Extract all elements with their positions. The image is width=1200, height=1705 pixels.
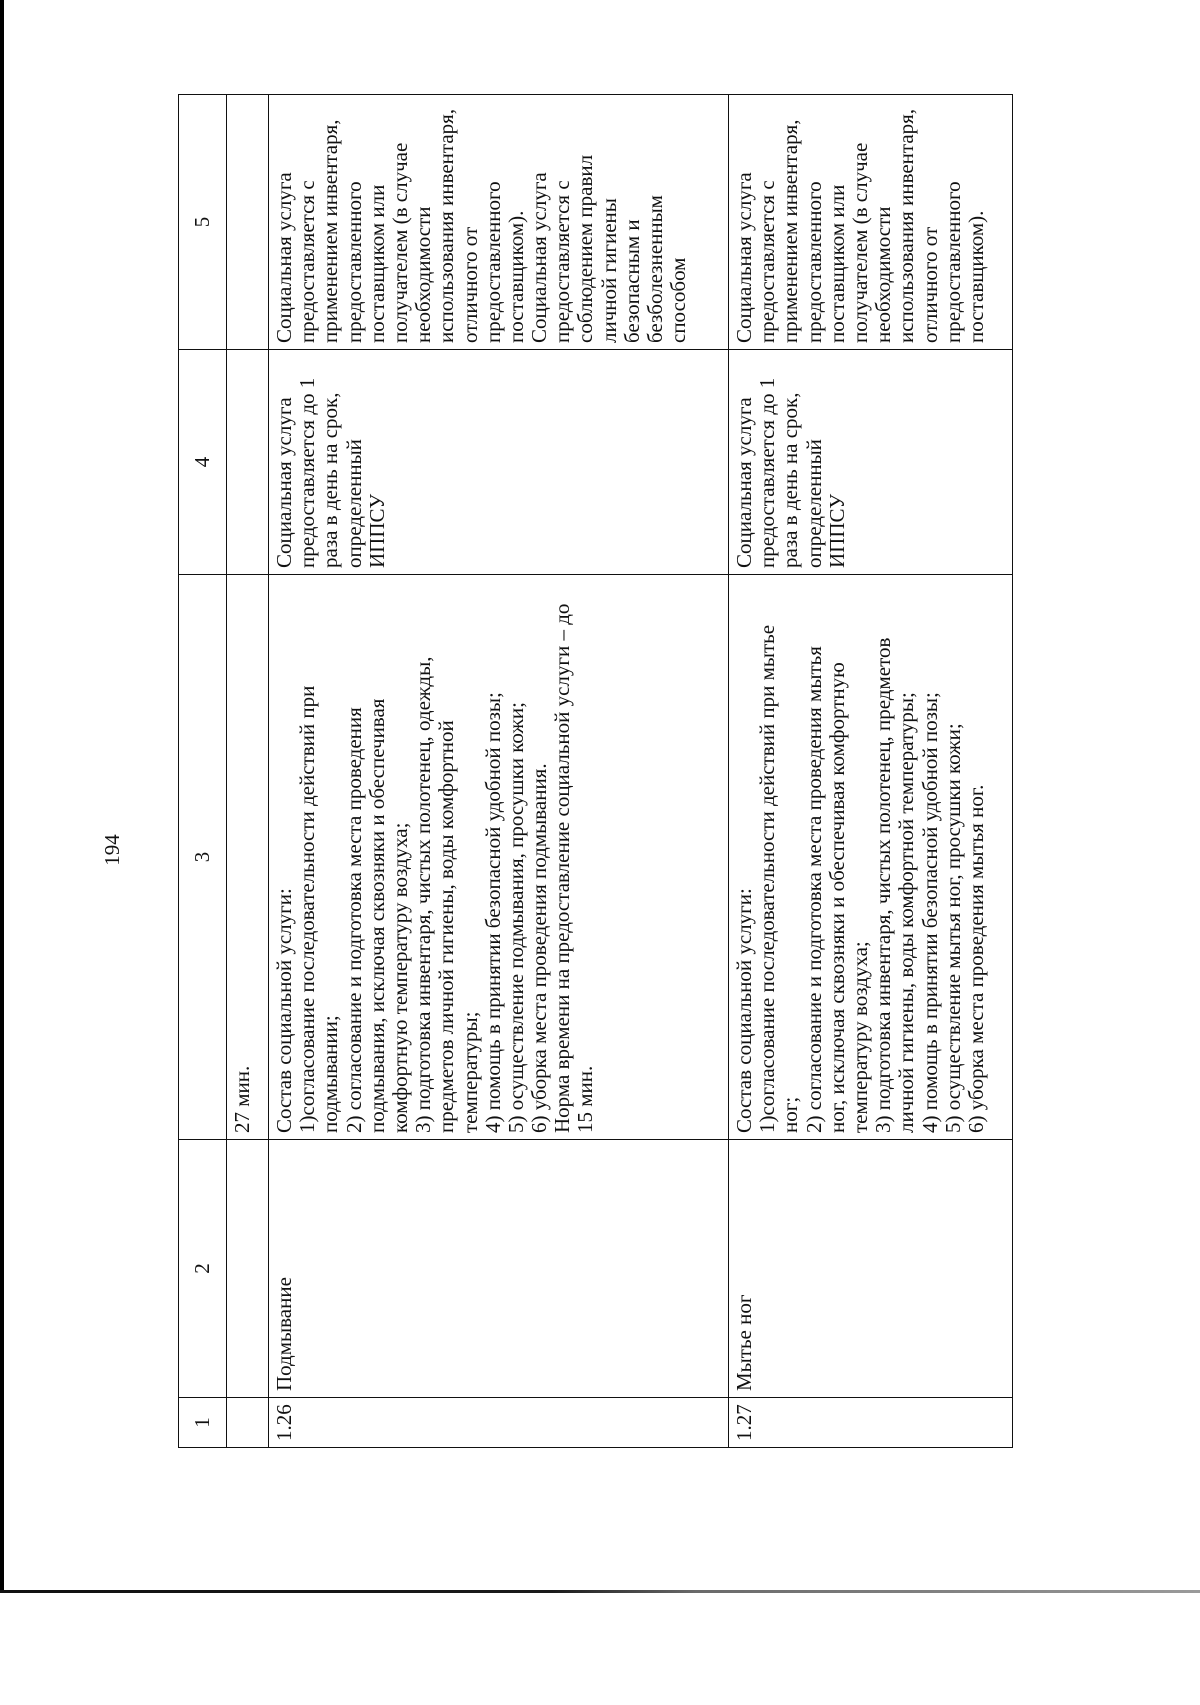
conditions-line: использования инвентаря, [434, 108, 459, 343]
conditions-line: поставщиком). [503, 210, 528, 343]
description-line: 4) помощь в принятии безопасной удобной позы; [917, 692, 942, 1133]
periodicity-line: определенный [341, 439, 366, 568]
periodicity-line: ИППСУ [824, 493, 849, 568]
page-number: 194 [100, 834, 124, 866]
column-number: 5 [189, 216, 214, 228]
periodicity-line: определенный [801, 439, 826, 568]
periodicity-line: предоставляется до 1 [755, 377, 780, 568]
row-number-cell [269, 1397, 729, 1447]
conditions-line: соблюдением правил [573, 154, 598, 343]
description-line: 3) подготовка инвентаря, чистых полотенец, одежды, [411, 656, 436, 1133]
description-line: 5) осуществление подмывания, просушки кожи; [503, 702, 528, 1133]
description-line: 1)согласование последовательности действий при мытье [755, 624, 780, 1133]
description-line: Состав социальной услуги: [272, 888, 296, 1133]
periodicity-line: ИППСУ [364, 493, 389, 568]
periodicity-line: Социальная услуга [732, 397, 756, 568]
description-line: подмывания, исключая сквозняки и обеспечивая [364, 698, 389, 1133]
service-description-cell [269, 574, 729, 1139]
conditions-line: применением инвентаря, [318, 119, 343, 343]
periodicity-line: предоставляется до 1 [295, 377, 320, 568]
conditions-line: получателем (в случае [387, 142, 412, 343]
description-line: 1)согласование последовательности действий при [295, 685, 320, 1133]
description-line: температуры; [457, 1011, 482, 1133]
service-name: Мытье ног [732, 1294, 756, 1391]
conditions-line: необходимости [411, 206, 436, 343]
conditions-line: способом [666, 257, 691, 343]
conditions-line: Социальная услуга [732, 172, 756, 343]
conditions-line: отличного от [457, 226, 482, 343]
row-number: 1.27 [732, 1404, 756, 1441]
conditions-line: поставщиком или [824, 184, 849, 343]
periodicity-line: раза в день на срок, [778, 392, 803, 568]
description-line: предметов личной гигиены, воды комфортной [434, 720, 459, 1133]
column-number: 1 [189, 1417, 214, 1428]
description-line: 2) согласование и подготовка места проведения [341, 707, 366, 1133]
table-header-cell [179, 1397, 227, 1447]
periodicity-line: Социальная услуга [272, 397, 296, 568]
conditions-line: предоставляется с [755, 180, 780, 343]
conditions-line: применением инвентаря, [778, 119, 803, 343]
description-line: 5) осуществление мытья ног, просушки кожи; [940, 723, 965, 1133]
empty-cell [227, 94, 269, 349]
service-description-cell [729, 574, 1013, 1139]
empty-cell [227, 1397, 269, 1447]
conditions-line: предоставленного [940, 181, 965, 343]
conditions-line: поставщиком). [963, 210, 988, 343]
column-number: 2 [189, 1263, 214, 1274]
empty-cell [227, 349, 269, 574]
conditions-line: безопасным и [619, 219, 644, 343]
description-line: 2) согласование и подготовка места проведения мытья [801, 646, 826, 1133]
conditions-line: личной гигиены [596, 198, 621, 343]
service-periodicity-cell [269, 349, 729, 574]
description-line: личной гигиены, воды комфортной температуры; [894, 692, 919, 1133]
description-line: 3) подготовка инвентаря, чистых полотенец, предметов [871, 637, 896, 1133]
conditions-line: предоставленного [801, 181, 826, 343]
conditions-line: предоставляется с [550, 180, 575, 343]
conditions-line: предоставленного [480, 181, 505, 343]
table-header-cell [179, 574, 227, 1139]
conditions-line: Социальная услуга [527, 172, 552, 343]
conditions-line: необходимости [871, 206, 896, 343]
description-line: Состав социальной услуги: [732, 888, 756, 1133]
empty-cell [227, 1139, 269, 1397]
table-header-cell [179, 349, 227, 574]
service-name-cell [729, 1139, 1013, 1397]
description-line: 15 мин. [573, 1065, 598, 1133]
description-line: 6) уборка места проведения подмывания. [527, 763, 552, 1133]
service-table [178, 94, 1013, 1448]
service-conditions-cell [729, 94, 1013, 349]
column-number: 4 [189, 456, 214, 468]
conditions-line: предоставляется с [295, 180, 320, 343]
conditions-line: безболезненным [643, 195, 667, 343]
conditions-line: поставщиком или [364, 184, 389, 343]
service-periodicity-cell [729, 349, 1013, 574]
description-line: подмывании; [318, 1015, 343, 1133]
table-header-cell [179, 94, 227, 349]
continuation-text: 27 мин. [230, 1065, 254, 1133]
description-line: 6) уборка места проведения мытья ног. [963, 784, 988, 1133]
description-line: температуру воздуха; [847, 941, 872, 1133]
description-line: 4) помощь в принятии безопасной удобной позы; [480, 692, 505, 1133]
description-line: комфортную температуру воздуха; [387, 822, 412, 1133]
service-conditions-cell [269, 94, 729, 349]
continuation-cell [227, 574, 269, 1139]
table-header-cell [179, 1139, 227, 1397]
description-line: Норма времени на предоставление социальной услуги – до [550, 603, 575, 1133]
description-line: ног, исключая сквозняки и обеспечивая комфортную [824, 662, 849, 1133]
row-number-cell [729, 1397, 1013, 1447]
description-line: ног; [778, 1096, 803, 1133]
service-name: Подмывание [272, 1277, 296, 1391]
row-number: 1.26 [272, 1404, 296, 1441]
service-name-cell [269, 1139, 729, 1397]
conditions-line: предоставленного [341, 181, 366, 343]
conditions-line: получателем (в случае [847, 142, 872, 343]
conditions-line: Социальная услуга [272, 172, 296, 343]
conditions-line: использования инвентаря, [894, 108, 919, 343]
periodicity-line: раза в день на срок, [318, 392, 343, 568]
conditions-line: отличного от [917, 226, 942, 343]
column-number: 3 [189, 851, 214, 863]
